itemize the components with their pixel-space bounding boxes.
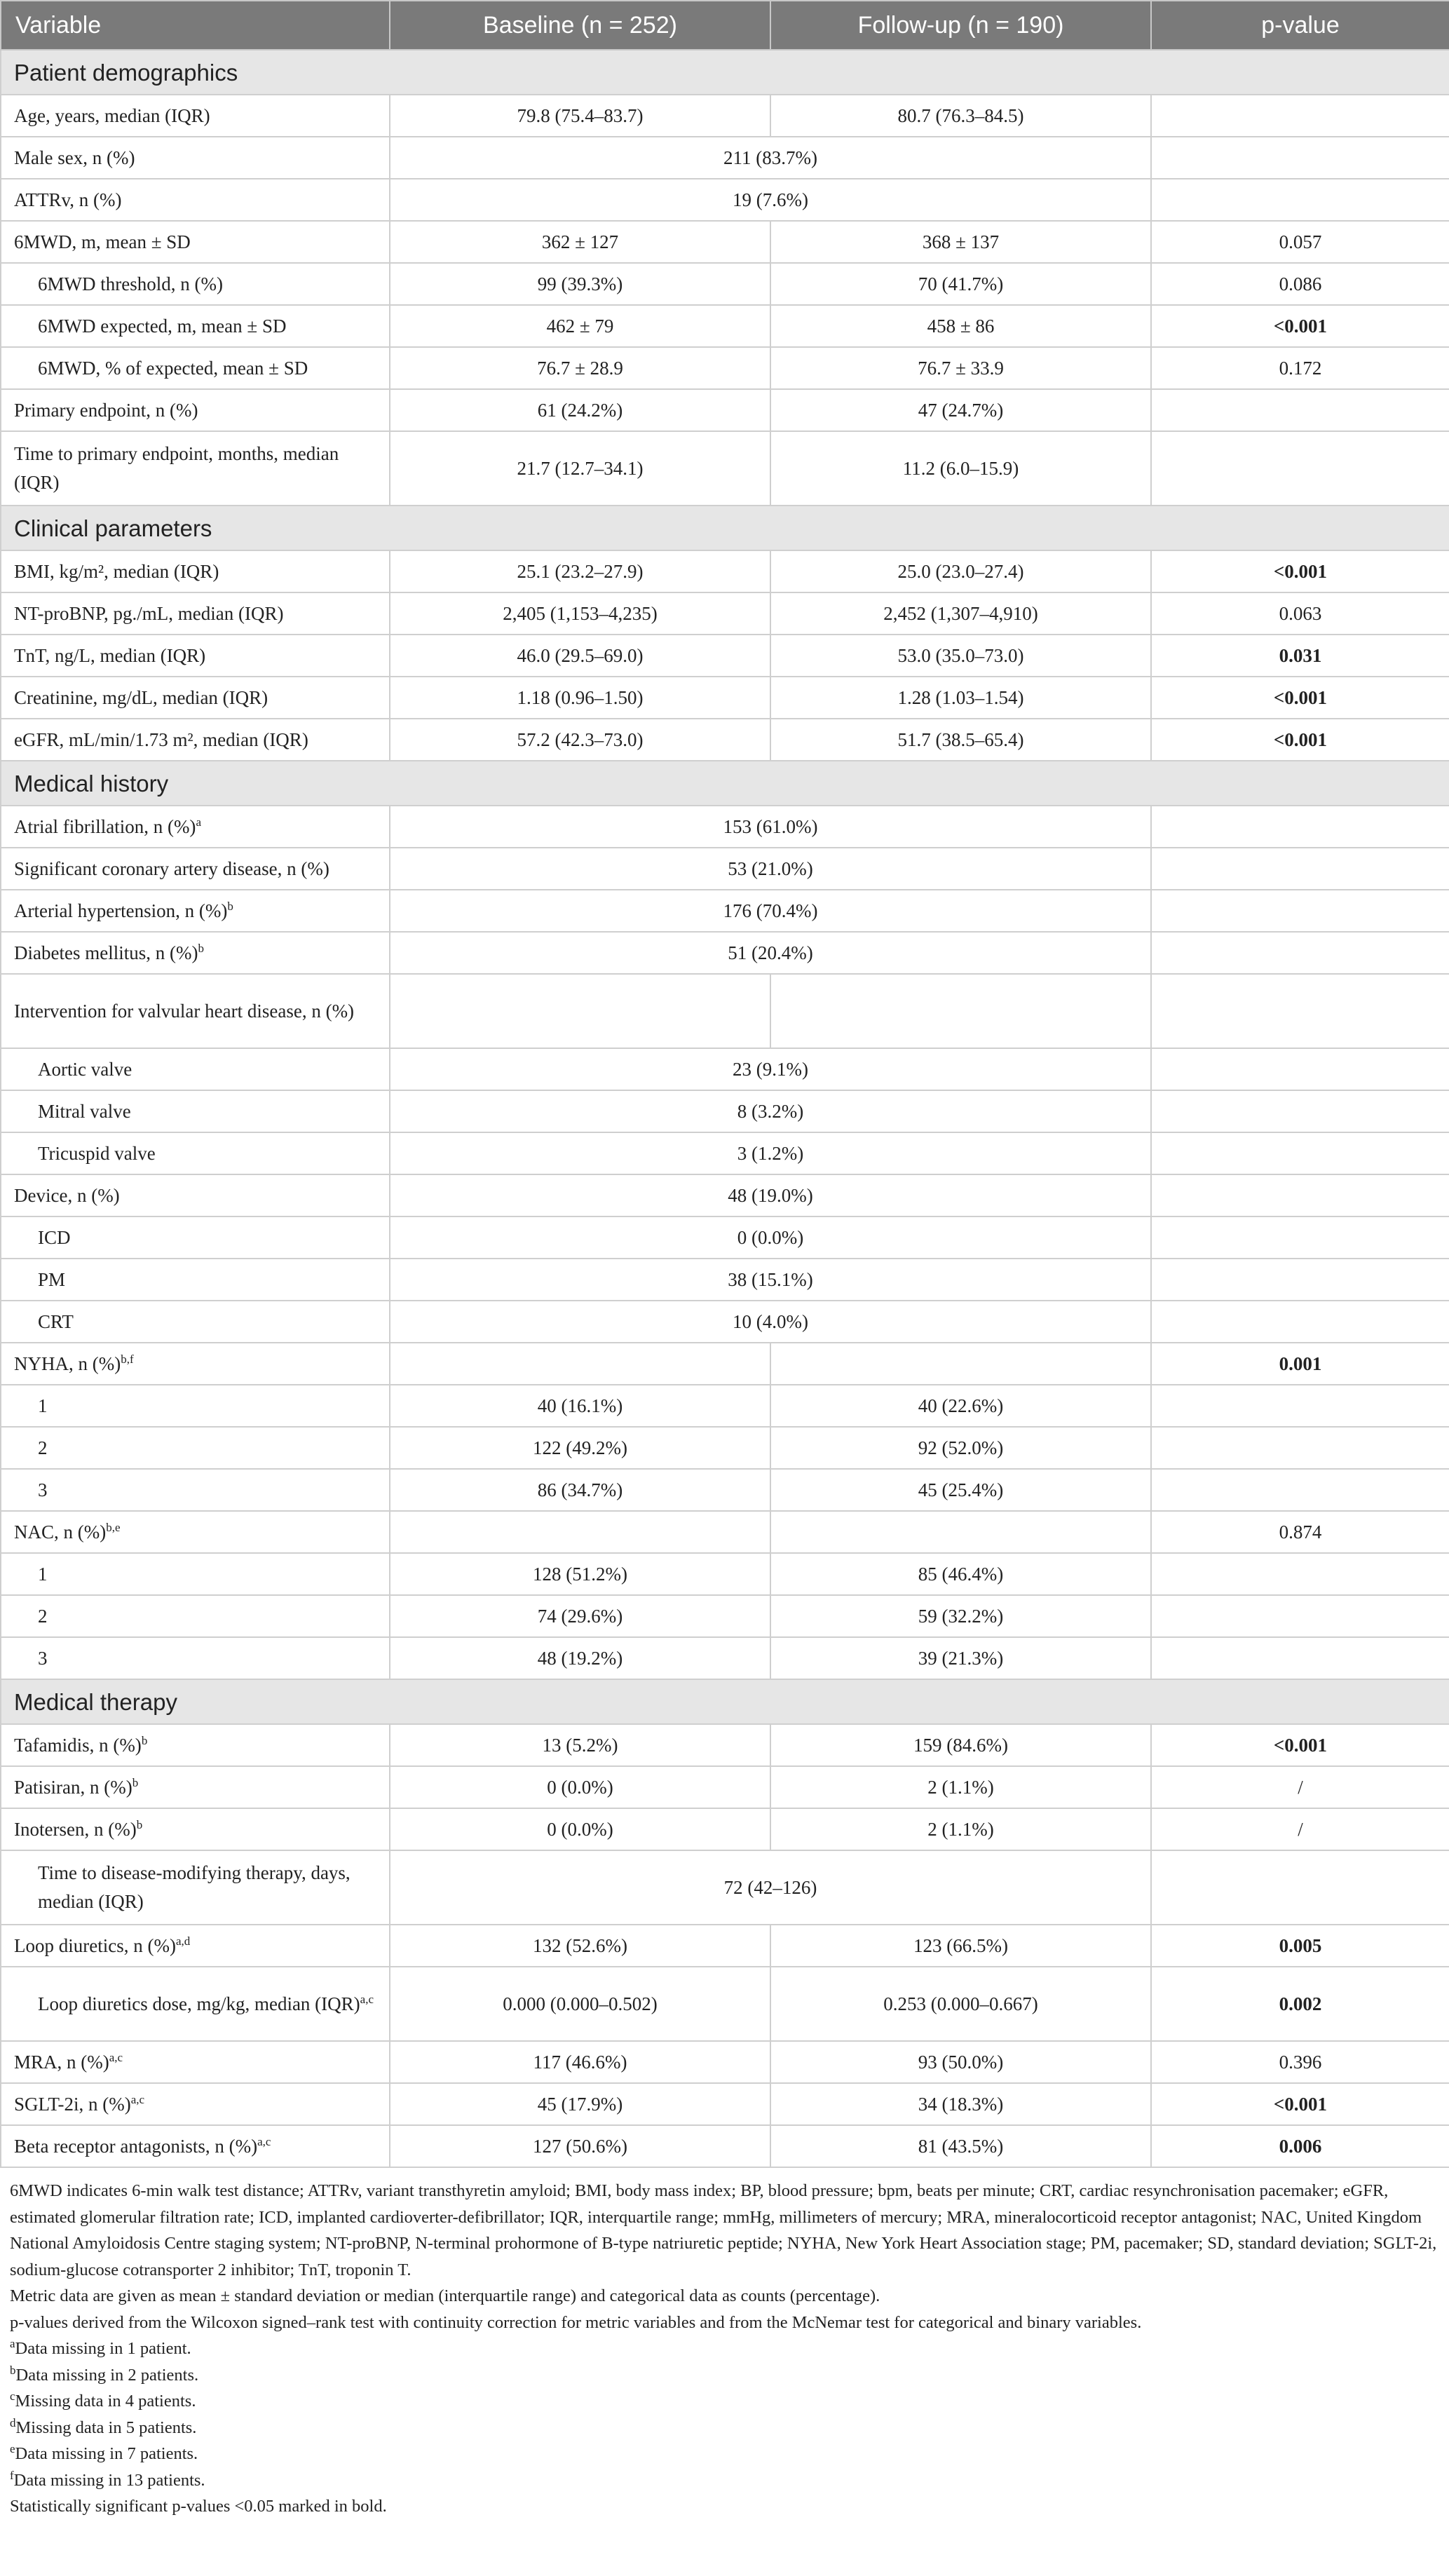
row-label: Diabetes mellitus, n (%)$^b$: [1, 932, 390, 974]
table-row-cad: [1, 848, 1449, 890]
row-label: Significant coronary artery disease, n (%): [1, 848, 390, 890]
row-label: Patisiran, n (%)$^b$: [1, 1766, 390, 1808]
followup-cell: 53.0 (35.0–73.0): [770, 635, 1151, 677]
table-row-nyha: [1, 1343, 1449, 1385]
p-value-cell: 0.031: [1151, 635, 1449, 677]
row-label: ICD: [1, 1216, 390, 1259]
row-label: 2: [1, 1595, 390, 1637]
table-row-icd: [1, 1216, 1449, 1259]
row-label: Male sex, n (%): [1, 137, 390, 179]
baseline-cell: 74 (29.6%): [390, 1595, 770, 1637]
table-row-af: [1, 806, 1449, 848]
followup-cell: 93 (50.0%): [770, 2041, 1151, 2083]
footnote-marker: a,c: [360, 1992, 374, 2006]
p-value-cell: [1151, 431, 1449, 506]
row-label: Loop diuretics, n (%)$^{a,d}$: [1, 1925, 390, 1967]
followup-cell: 159 (84.6%): [770, 1724, 1151, 1766]
table-row-nyha3: [1, 1469, 1449, 1511]
followup-cell: 368 ± 137: [770, 221, 1151, 263]
followup-cell: [770, 974, 1151, 1048]
row-label: Mitral valve: [1, 1090, 390, 1132]
section-header-clinical: [1, 506, 1449, 550]
followup-cell: 51.7 (38.5–65.4): [770, 719, 1151, 761]
followup-cell: [770, 1511, 1151, 1553]
section-title: Medical therapy: [1, 1679, 1449, 1724]
table-row-crt: [1, 1301, 1449, 1343]
merged-value-cell: 176 (70.4%): [390, 890, 1151, 932]
table-row-creat: [1, 677, 1449, 719]
baseline-cell: 57.2 (42.3–73.0): [390, 719, 770, 761]
p-value-cell: <0.001: [1151, 677, 1449, 719]
p-value-cell: 0.001: [1151, 1343, 1449, 1385]
row-label: 6MWD, m, mean ± SD: [1, 221, 390, 263]
p-value-cell: /: [1151, 1808, 1449, 1850]
header-p-value: p-value: [1151, 1, 1449, 50]
merged-value-cell: 53 (21.0%): [390, 848, 1151, 890]
baseline-cell: 79.8 (75.4–83.7): [390, 95, 770, 137]
followup-cell: 81 (43.5%): [770, 2125, 1151, 2167]
baseline-cell: 1.18 (0.96–1.50): [390, 677, 770, 719]
table-row-sixmwd: [1, 221, 1449, 263]
row-label: NAC, n (%)$^{b,e}$: [1, 1511, 390, 1553]
row-label: Arterial hypertension, n (%)$^b$: [1, 890, 390, 932]
table-row-tafamidis: [1, 1724, 1449, 1766]
table-row-time_dmt: [1, 1850, 1449, 1925]
row-label: PM: [1, 1259, 390, 1301]
p-value-cell: 0.396: [1151, 2041, 1449, 2083]
row-label: Intervention for valvular heart disease, n (%): [1, 974, 390, 1048]
row-label: NYHA, n (%)$^{b,f}$: [1, 1343, 390, 1385]
footnote-marker: a,c: [109, 2050, 123, 2064]
p-value-cell: [1151, 1427, 1449, 1469]
merged-value-cell: 0 (0.0%): [390, 1216, 1151, 1259]
p-value-cell: [1151, 932, 1449, 974]
table-row-primary: [1, 389, 1449, 431]
baseline-cell: 21.7 (12.7–34.1): [390, 431, 770, 506]
table-row-nac2: [1, 1595, 1449, 1637]
followup-cell: 0.253 (0.000–0.667): [770, 1967, 1151, 2041]
row-label: Loop diuretics dose, mg/kg, median (IQR)$^{a,c}$: [1, 1967, 390, 2041]
baseline-cell: 0.000 (0.000–0.502): [390, 1967, 770, 2041]
table-row-ntprobnp: [1, 592, 1449, 635]
p-value-cell: <0.001: [1151, 1724, 1449, 1766]
p-value-cell: 0.002: [1151, 1967, 1449, 2041]
p-value-cell: [1151, 1301, 1449, 1343]
row-label: Age, years, median (IQR): [1, 95, 390, 137]
baseline-cell: 48 (19.2%): [390, 1637, 770, 1679]
followup-cell: 85 (46.4%): [770, 1553, 1151, 1595]
section-title: Medical history: [1, 761, 1449, 806]
row-label: CRT: [1, 1301, 390, 1343]
table-row-tnt: [1, 635, 1449, 677]
baseline-cell: 45 (17.9%): [390, 2083, 770, 2125]
p-value-cell: [1151, 974, 1449, 1048]
table-row-age: [1, 95, 1449, 137]
p-value-cell: [1151, 848, 1449, 890]
p-value-cell: [1151, 389, 1449, 431]
table-row-nac3: [1, 1637, 1449, 1679]
followup-cell: 34 (18.3%): [770, 2083, 1151, 2125]
merged-value-cell: 51 (20.4%): [390, 932, 1151, 974]
row-label: 2: [1, 1427, 390, 1469]
section-header-history: [1, 761, 1449, 806]
p-value-cell: 0.006: [1151, 2125, 1449, 2167]
p-value-cell: 0.063: [1151, 592, 1449, 635]
header-variable: Variable: [1, 1, 390, 50]
note-metric: Metric data are given as mean ± standard deviation or median (interquartile range) and categorical data as counts (percentage).: [10, 2286, 880, 2305]
table-row-mitral: [1, 1090, 1449, 1132]
followup-cell: 123 (66.5%): [770, 1925, 1151, 1967]
table-row-inotersen: [1, 1808, 1449, 1850]
header-baseline: Baseline (n = 252): [390, 1, 770, 50]
row-label: Beta receptor antagonists, n (%)$^{a,c}$: [1, 2125, 390, 2167]
footnote-marker: b: [227, 899, 233, 913]
table-row-patisiran: [1, 1766, 1449, 1808]
p-value-cell: 0.086: [1151, 263, 1449, 305]
followup-cell: 458 ± 86: [770, 305, 1151, 347]
baseline-cell: 462 ± 79: [390, 305, 770, 347]
merged-value-cell: 8 (3.2%): [390, 1090, 1151, 1132]
row-label: 6MWD expected, m, mean ± SD: [1, 305, 390, 347]
row-label: Primary endpoint, n (%): [1, 389, 390, 431]
baseline-cell: 0 (0.0%): [390, 1808, 770, 1850]
table-row-male: [1, 137, 1449, 179]
row-label: 3: [1, 1637, 390, 1679]
footnote-marker: b: [132, 1775, 139, 1789]
baseline-cell: 132 (52.6%): [390, 1925, 770, 1967]
followup-cell: [770, 1343, 1151, 1385]
p-value-cell: [1151, 95, 1449, 137]
p-value-cell: <0.001: [1151, 305, 1449, 347]
p-value-cell: [1151, 1048, 1449, 1090]
footnote-marker: a: [196, 815, 201, 829]
row-label: ATTRv, n (%): [1, 179, 390, 221]
p-value-cell: [1151, 1174, 1449, 1216]
baseline-cell: 86 (34.7%): [390, 1469, 770, 1511]
row-label: Atrial fibrillation, n (%)$^a$: [1, 806, 390, 848]
row-label: TnT, ng/L, median (IQR): [1, 635, 390, 677]
table-row-aortic: [1, 1048, 1449, 1090]
merged-value-cell: 72 (42–126): [390, 1850, 1151, 1925]
table-row-sixmwd_exp: [1, 305, 1449, 347]
header-row: [1, 1, 1449, 50]
baseline-cell: 76.7 ± 28.9: [390, 347, 770, 389]
footnote-marker: a,c: [130, 2092, 145, 2106]
baseline-cell: 117 (46.6%): [390, 2041, 770, 2083]
row-label: Tafamidis, n (%)$^b$: [1, 1724, 390, 1766]
footnote-marker: b: [136, 1817, 143, 1831]
table-row-pm: [1, 1259, 1449, 1301]
row-label: SGLT-2i, n (%)$^{a,c}$: [1, 2083, 390, 2125]
followup-cell: 59 (32.2%): [770, 1595, 1151, 1637]
p-value-cell: [1151, 806, 1449, 848]
p-value-cell: /: [1151, 1766, 1449, 1808]
p-value-cell: [1151, 179, 1449, 221]
baseline-cell: 99 (39.3%): [390, 263, 770, 305]
row-label: 3: [1, 1469, 390, 1511]
merged-value-cell: 153 (61.0%): [390, 806, 1151, 848]
p-value-cell: 0.874: [1151, 1511, 1449, 1553]
table-row-beta: [1, 2125, 1449, 2167]
p-value-cell: [1151, 1595, 1449, 1637]
row-label: 6MWD threshold, n (%): [1, 263, 390, 305]
row-label: Time to primary endpoint, months, median (IQR): [1, 431, 390, 506]
footnote-marker: b: [198, 941, 204, 955]
merged-value-cell: 48 (19.0%): [390, 1174, 1151, 1216]
table-row-nyha1: [1, 1385, 1449, 1427]
table-row-sixmwd_pct: [1, 347, 1449, 389]
section-title: Clinical parameters: [1, 506, 1449, 550]
p-value-cell: [1151, 1385, 1449, 1427]
table-row-tricuspid: [1, 1132, 1449, 1174]
baseline-cell: [390, 974, 770, 1048]
table-row-egfr: [1, 719, 1449, 761]
p-value-cell: [1151, 1850, 1449, 1925]
p-value-cell: <0.001: [1151, 550, 1449, 592]
followup-cell: 39 (21.3%): [770, 1637, 1151, 1679]
row-label: BMI, kg/m², median (IQR): [1, 550, 390, 592]
footnote-marker: a,d: [175, 1934, 191, 1948]
footnote-b: $^b$Data missing in 2 patients.: [10, 2363, 199, 2385]
table-row-nac: [1, 1511, 1449, 1553]
header-followup: Follow-up (n = 190): [770, 1, 1151, 50]
table-row-mra: [1, 2041, 1449, 2083]
followup-cell: 11.2 (6.0–15.9): [770, 431, 1151, 506]
row-label: eGFR, mL/min/1.73 m², median (IQR): [1, 719, 390, 761]
followup-cell: 2 (1.1%): [770, 1766, 1151, 1808]
row-label: Aortic valve: [1, 1048, 390, 1090]
followup-cell: 40 (22.6%): [770, 1385, 1151, 1427]
followup-cell: 76.7 ± 33.9: [770, 347, 1151, 389]
p-value-cell: [1151, 1259, 1449, 1301]
p-value-cell: 0.005: [1151, 1925, 1449, 1967]
p-value-cell: 0.057: [1151, 221, 1449, 263]
baseline-cell: 122 (49.2%): [390, 1427, 770, 1469]
merged-value-cell: 19 (7.6%): [390, 179, 1151, 221]
table-row-sglt2: [1, 2083, 1449, 2125]
baseline-cell: 0 (0.0%): [390, 1766, 770, 1808]
row-label: Time to disease-modifying therapy, days, median (IQR): [1, 1850, 390, 1925]
table-row-bmi: [1, 550, 1449, 592]
p-value-cell: 0.172: [1151, 347, 1449, 389]
note-bold: Statistically significant p-values <0.05 marked in bold.: [10, 2497, 387, 2516]
row-label: 6MWD, % of expected, mean ± SD: [1, 347, 390, 389]
p-value-cell: [1151, 1132, 1449, 1174]
footnote-f: $^f$Data missing in 13 patients.: [10, 2468, 205, 2490]
followup-cell: 1.28 (1.03–1.54): [770, 677, 1151, 719]
followup-cell: 25.0 (23.0–27.4): [770, 550, 1151, 592]
footnote-marker: b: [141, 1733, 148, 1747]
row-label: 1: [1, 1385, 390, 1427]
table-row-time_primary: [1, 431, 1449, 506]
merged-value-cell: 3 (1.2%): [390, 1132, 1151, 1174]
followup-cell: 80.7 (76.3–84.5): [770, 95, 1151, 137]
row-label: Tricuspid valve: [1, 1132, 390, 1174]
p-value-cell: [1151, 1637, 1449, 1679]
followup-cell: 2 (1.1%): [770, 1808, 1151, 1850]
baseline-cell: 46.0 (29.5–69.0): [390, 635, 770, 677]
table-row-loop_dose: [1, 1967, 1449, 2041]
p-value-cell: [1151, 1553, 1449, 1595]
followup-cell: 2,452 (1,307–4,910): [770, 592, 1151, 635]
row-label: Creatinine, mg/dL, median (IQR): [1, 677, 390, 719]
baseline-cell: [390, 1343, 770, 1385]
section-header-therapy: [1, 1679, 1449, 1724]
baseline-cell: 362 ± 127: [390, 221, 770, 263]
p-value-cell: [1151, 890, 1449, 932]
footnote-marker: b,e: [106, 1520, 121, 1534]
footnote-marker: a,c: [257, 2134, 271, 2148]
note-abbreviations: 6MWD indicates 6-min walk test distance; ATTRv, variant transthyretin amyloid; BMI, body mass index; BP, blood pressure; bpm, beats per minute; CRT, cardiac resynchronisation pacemaker; eGFR, estimated glomerular filtration rate; ICD, implanted cardioverter-defibrillator; IQR, interquartile range; mmHg, millimeters of mercury; MRA, mineralocorticoid receptor antagonist; NAC, United Kingdom National Amyloidosis Centre staging system; NT-proBNP, N-terminal prohormone of B-type natriuretic peptide; NYHA, New York Heart Association stage; PM, pacemaker; SD, standard deviation; SGLT-2i, sodium-glucose cotransporter 2 inhibitor; TnT, troponin T.: [10, 2181, 1437, 2279]
table-row-loop: [1, 1925, 1449, 1967]
table-row-nac1: [1, 1553, 1449, 1595]
baseline-cell: 13 (5.2%): [390, 1724, 770, 1766]
footnote-e: $^e$Data missing in 7 patients.: [10, 2441, 198, 2463]
footnote-c: $^c$Missing data in 4 patients.: [10, 2389, 196, 2411]
row-label: MRA, n (%)$^{a,c}$: [1, 2041, 390, 2083]
followup-cell: 70 (41.7%): [770, 263, 1151, 305]
footnote-a: $^a$Data missing in 1 patient.: [10, 2336, 191, 2358]
table-row-nyha2: [1, 1427, 1449, 1469]
merged-value-cell: 211 (83.7%): [390, 137, 1151, 179]
baseline-cell: [390, 1511, 770, 1553]
table-row-dm: [1, 932, 1449, 974]
table-row-attrv: [1, 179, 1449, 221]
footnote-marker: b,f: [121, 1352, 134, 1366]
merged-value-cell: 23 (9.1%): [390, 1048, 1151, 1090]
section-title: Patient demographics: [1, 50, 1449, 95]
baseline-cell: 25.1 (23.2–27.9): [390, 550, 770, 592]
note-tests: p-values derived from the Wilcoxon signed–rank test with continuity correction for metric variables and from the McNemar test for categorical and binary variables.: [10, 2312, 1142, 2332]
baseline-cell: 61 (24.2%): [390, 389, 770, 431]
row-label: NT-proBNP, pg./mL, median (IQR): [1, 592, 390, 635]
p-value-cell: <0.001: [1151, 719, 1449, 761]
row-label: Device, n (%): [1, 1174, 390, 1216]
row-label: 1: [1, 1553, 390, 1595]
table-footnotes: [0, 2168, 1449, 2520]
baseline-cell: 2,405 (1,153–4,235): [390, 592, 770, 635]
baseline-cell: 127 (50.6%): [390, 2125, 770, 2167]
p-value-cell: [1151, 1216, 1449, 1259]
merged-value-cell: 38 (15.1%): [390, 1259, 1151, 1301]
table-row-htn: [1, 890, 1449, 932]
merged-value-cell: 10 (4.0%): [390, 1301, 1151, 1343]
section-header-demographics: [1, 50, 1449, 95]
row-label: Inotersen, n (%)$^b$: [1, 1808, 390, 1850]
table-row-sixmwd_thr: [1, 263, 1449, 305]
p-value-cell: [1151, 1469, 1449, 1511]
table-row-device: [1, 1174, 1449, 1216]
baseline-cell: 40 (16.1%): [390, 1385, 770, 1427]
baseline-cell: 128 (51.2%): [390, 1553, 770, 1595]
followup-cell: 47 (24.7%): [770, 389, 1151, 431]
followup-cell: 45 (25.4%): [770, 1469, 1151, 1511]
followup-cell: 92 (52.0%): [770, 1427, 1151, 1469]
footnote-d: $^d$Missing data in 5 patients.: [10, 2415, 197, 2437]
table-row-valv: [1, 974, 1449, 1048]
p-value-cell: <0.001: [1151, 2083, 1449, 2125]
p-value-cell: [1151, 137, 1449, 179]
p-value-cell: [1151, 1090, 1449, 1132]
